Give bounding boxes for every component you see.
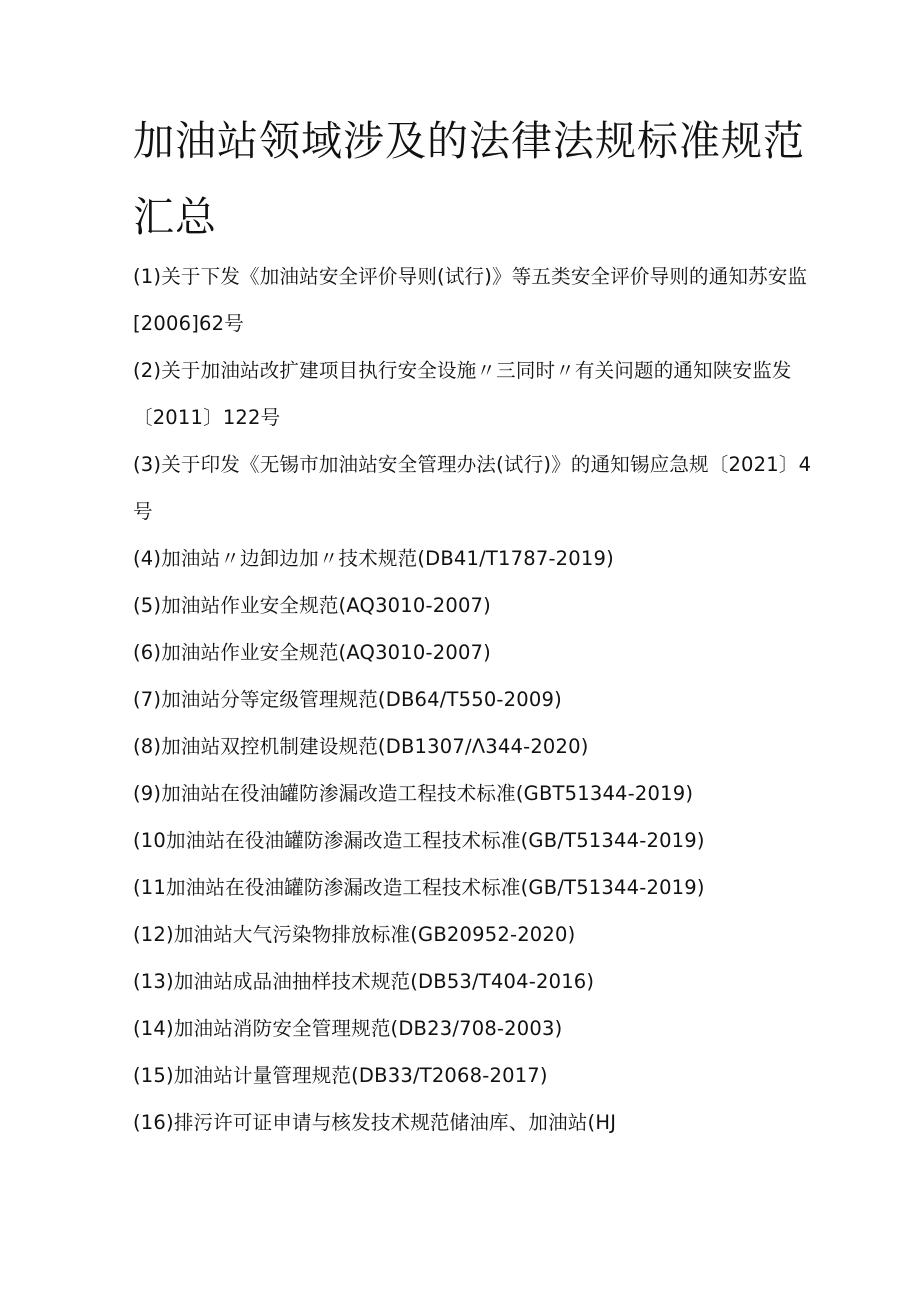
list-item: (16)排污许可证申请与核发技术规范储油库、加油站(HJ — [133, 1111, 617, 1134]
list-item: (13)加油站成品油抽样技术规范(DB53/T404-2016) — [133, 970, 595, 993]
list-item: (5)加油站作业安全规范(AQ3010-2007) — [133, 594, 491, 617]
list-item: (1)关于下发《加油站安全评价导则(试行)》等五类安全评价导则的通知苏安监[2006]62号 — [133, 265, 808, 335]
list-item: (11加油站在役油罐防渗漏改造工程技术标准(GB/T51344-2019) — [133, 876, 705, 899]
list-item: (3)关于印发《无锡市加油站安全管理办法(试行)》的通知锡应急规〔2021〕4号 — [133, 453, 812, 523]
list-item: (9)加油站在役油罐防渗漏改造工程技术标准(GBT51344-2019) — [133, 782, 694, 805]
list-item: (6)加油站作业安全规范(AQ3010-2007) — [133, 641, 491, 664]
list-item: (7)加油站分等定级管理规范(DB64/T550-2009) — [133, 688, 562, 711]
page-title: 加油站领域涉及的法律法规标准规范汇总 — [133, 117, 805, 241]
list-item: (2)关于加油站改扩建项目执行安全设施〃三同时〃有关问题的通知陕安监发〔2011〕122号 — [133, 359, 792, 429]
list-item: (8)加油站双控机制建设规范(DB1307∕Λ344-2020) — [133, 735, 589, 758]
list-item: (10加油站在役油罐防渗漏改造工程技术标准(GB/T51344-2019) — [133, 829, 705, 852]
list-item: (12)加油站大气污染物排放标准(GB20952-2020) — [133, 923, 576, 946]
list-item: (15)加油站计量管理规范(DB33/T2068-2017) — [133, 1064, 548, 1087]
regulation-list — [133, 253, 813, 1146]
list-item: (14)加油站消防安全管理规范(DB23/708-2003) — [133, 1017, 563, 1040]
list-item: (4)加油站〃边卸边加〃技术规范(DB41/T1787-2019) — [133, 547, 614, 570]
